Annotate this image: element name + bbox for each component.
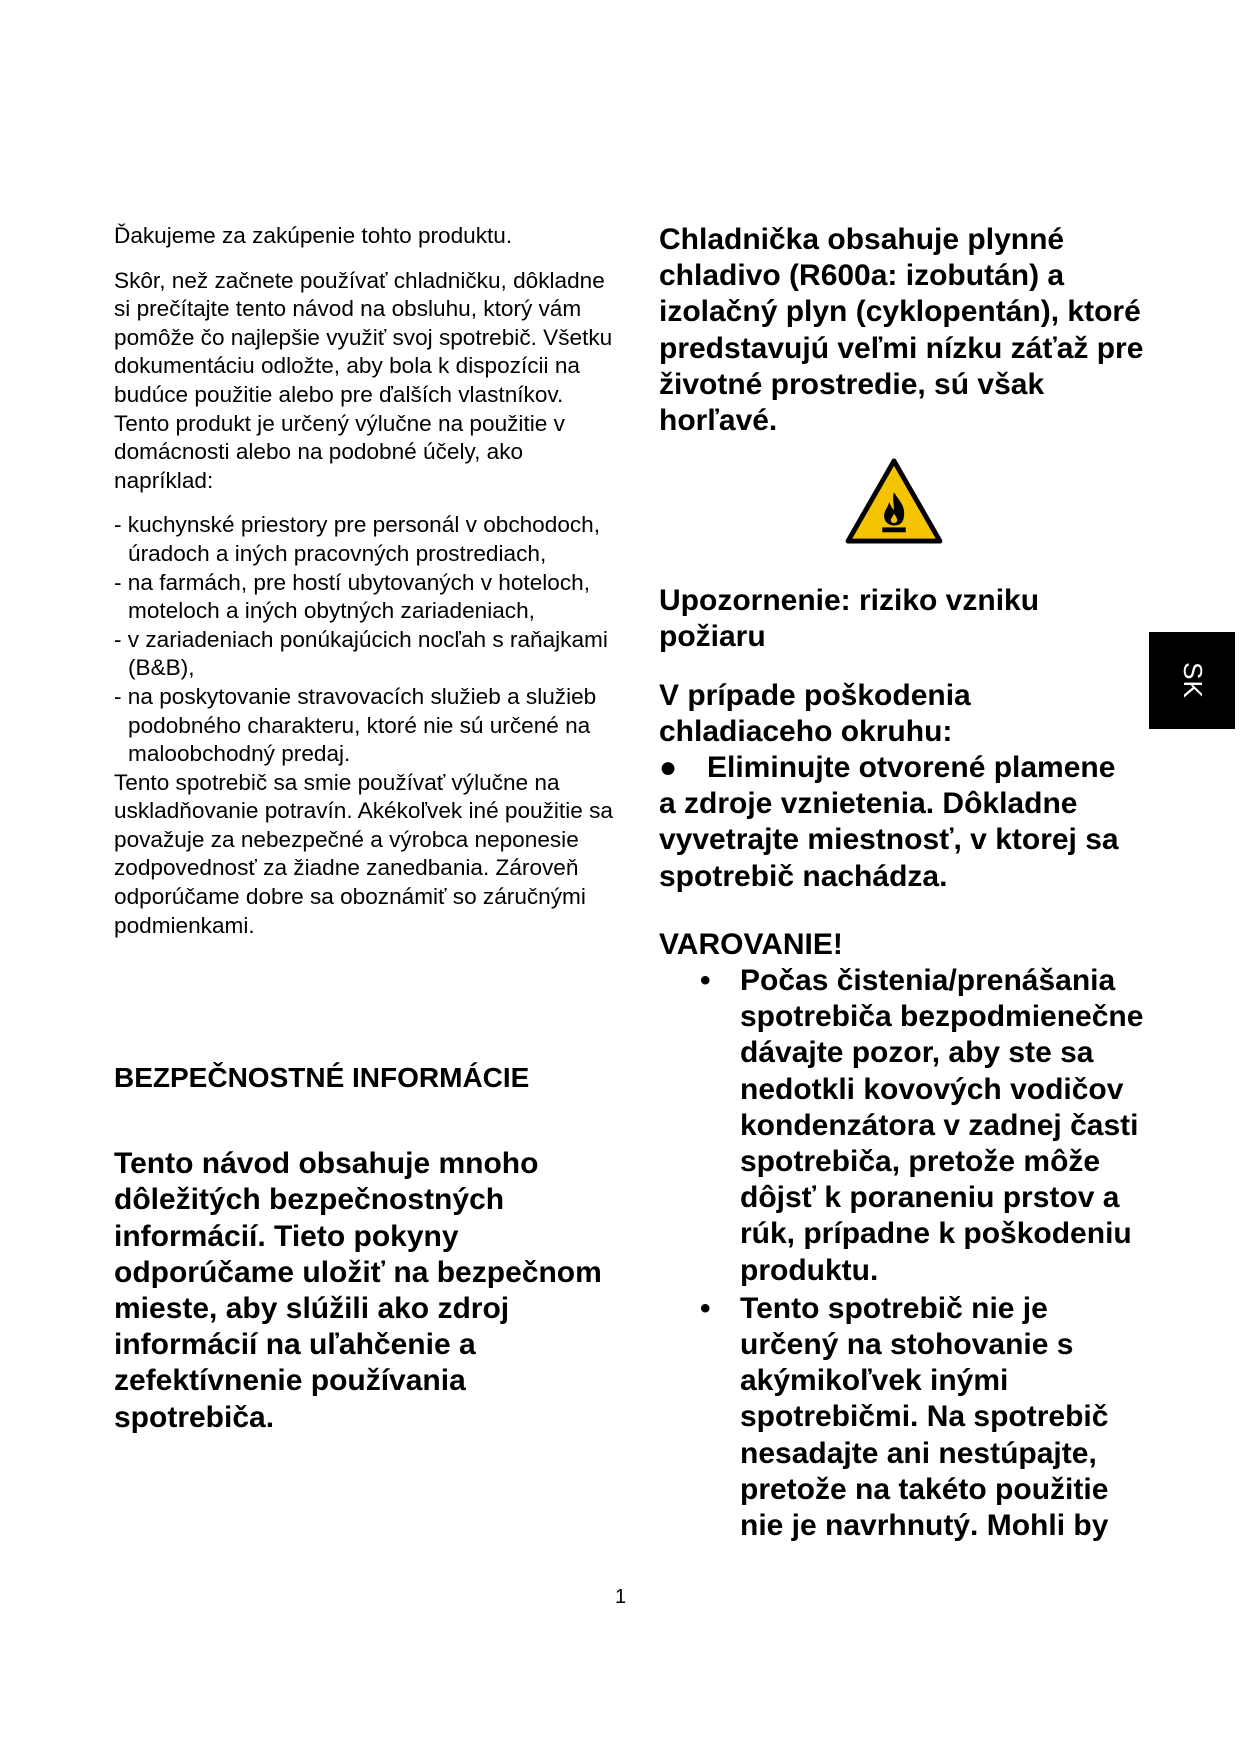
list-item: - na farmách, pre hostí ubytovaných v hoteloch, moteloch a iných obytných zariadeniach, (114, 569, 590, 624)
list-item: - na poskytovanie stravovacích služieb a služieb podobného charakteru, ktoré nie sú určené na maloobchodný predaj. (114, 683, 597, 767)
bullet-icon: • (700, 1291, 711, 1325)
left-column (114, 222, 614, 1436)
warning-list (659, 963, 1149, 1544)
flammable-warning-icon (845, 457, 943, 545)
intro-paragraph: Skôr, než začnete používať chladničku, dôkladne si prečítajte tento návod na obsluhu, ktorý vám pomôže čo najlepšie využiť svoj spotrebič. Všetku dokumentáciu odložte, aby bola k dispozícii na budúce použitie alebo pre ďalších vlastníkov. Tento produkt je určený výlučne na použitie v domácnosti alebo na podobné účely, ako napríklad: (114, 267, 613, 493)
warning-text: Počas čistenia/prenášania spotrebiča bezpodmienečne dávajte pozor, aby ste sa nedotkli kovových vodičov kondenzátora v zadnej časti spotrebiča, pretože môže dôjsť k poraneniu prstov a rúk, prípadne k poškodeniu produktu. (740, 964, 1144, 1287)
damage-first: Eliminujte otvorené plamene (707, 751, 1116, 785)
damage-bullet (659, 750, 1149, 786)
language-tab (1149, 632, 1235, 729)
page-number: 1 (614, 1586, 627, 1608)
bullet-icon: • (700, 964, 711, 998)
list-item (700, 1291, 1149, 1544)
fire-warning-heading: Upozornenie: riziko vzniku požiaru (659, 584, 1040, 654)
list-item (700, 963, 1149, 1289)
language-tab-label: SK (1177, 662, 1208, 699)
warning-heading: VAROVANIE! (659, 927, 843, 961)
thanks-text: Ďakujeme za zakúpenie tohto produktu. (114, 223, 513, 248)
list-item: - v zariadeniach ponúkajúcich nocľah s raňajkami (B&B), (114, 626, 608, 681)
list-item: - kuchynské priestory pre personál v obchodoch, úradoch a iných pracovných prostrediach, (114, 512, 601, 566)
damage-heading: V prípade poškodenia chladiaceho okruhu: (659, 678, 971, 748)
bullet-icon: ● (659, 751, 678, 785)
uses-list (114, 511, 614, 768)
storage-note: Tento spotrebič sa smie používať výlučne na uskladňovanie potravín. Akékoľvek iné použitie sa považuje za nebezpečné a výrobca neponesie zodpovednosť za žiadne zanedbania. Zároveň odporúčame dobre sa oboznámiť so záručnými podmienkami. (114, 769, 613, 938)
right-column (659, 222, 1149, 1544)
safety-heading: BEZPEČNOSTNÉ INFORMÁCIE (114, 1062, 530, 1094)
warning-text: Tento spotrebič nie je určený na stohovanie s akýmikoľvek inými spotrebičmi. Na spotrebič nesadajte ani nestúpajte, pretože na takéto použitie nie je navrhnutý. Mohli by (740, 1291, 1109, 1543)
refrigerant-text: Chladnička obsahuje plynné chladivo (R600a: izobután) a izolačný plyn (cyklopentán), ktoré predstavujú veľmi nízku záťaž pre životné prostredie, sú však horľavé. (659, 223, 1144, 438)
safety-text: Tento návod obsahuje mnoho dôležitých bezpečnostných informácií. Tieto pokyny odporúčame uložiť na bezpečnom mieste, aby slúžili ako zdroj informácií na uľahčenie a zefektívnenie používania spotrebiča. (114, 1147, 602, 1434)
damage-rest: a zdroje vznietenia. Dôkladne vyvetrajte miestnosť, v ktorej sa spotrebič nachádza. (659, 787, 1119, 893)
